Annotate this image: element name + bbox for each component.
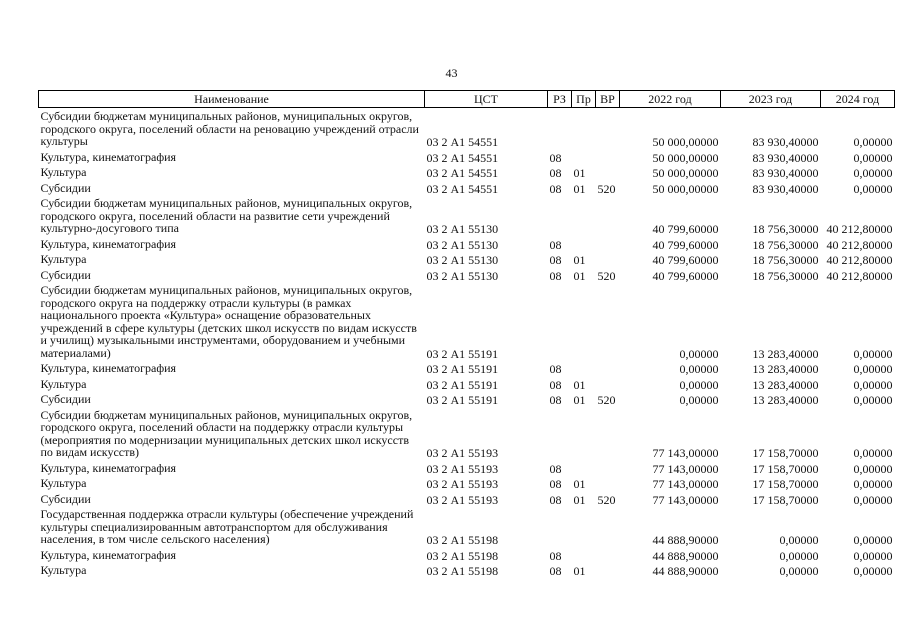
row-2023: 83 930,40000 [752, 135, 819, 149]
row-cst: 03 2 А1 55130 [426, 222, 499, 236]
row-2024: 0,00000 [853, 461, 893, 475]
row-cst: 03 2 А1 55198 [426, 564, 499, 578]
header-row [39, 91, 895, 108]
row-2023: 0,00000 [779, 533, 819, 547]
row-name: Культура, кинематография [40, 236, 177, 251]
row-2024: 0,00000 [853, 346, 893, 360]
table-row [39, 475, 895, 491]
row-vr [596, 195, 620, 236]
row-vr: 520 [597, 181, 616, 195]
table-body [39, 108, 895, 578]
table-row [39, 282, 895, 360]
row-cst: 03 2 А1 55130 [426, 253, 499, 267]
row-pr: 01 [573, 564, 586, 578]
row-vr [596, 360, 620, 376]
row-2022: 44 888,90000 [652, 564, 719, 578]
row-pr [572, 547, 596, 563]
row-cst: 03 2 А1 55198 [426, 548, 499, 562]
row-rz: 08 [549, 362, 562, 376]
row-pr: 01 [573, 492, 586, 506]
row-rz [548, 195, 572, 236]
row-2023: 83 930,40000 [752, 166, 819, 180]
row-pr: 01 [573, 377, 586, 391]
row-name: Субсидии [40, 180, 91, 195]
table-row [39, 460, 895, 476]
row-2023: 13 283,40000 [752, 393, 819, 407]
header-cst: ЦСТ [425, 91, 548, 108]
row-name: Государственная поддержка отрасли культуры (обеспечение учреждений культуры специализированным автотранспортом для обслуживания населения, в том числе сельского населения) [40, 507, 414, 546]
row-2022: 0,00000 [679, 362, 719, 376]
row-2024: 0,00000 [853, 377, 893, 391]
row-2024: 0,00000 [853, 548, 893, 562]
header-pr: Пр [572, 91, 596, 108]
row-2022: 0,00000 [679, 393, 719, 407]
table-row [39, 547, 895, 563]
row-vr: 520 [597, 268, 616, 282]
row-2023: 18 756,30000 [752, 268, 819, 282]
row-2024: 0,00000 [853, 533, 893, 547]
row-2022: 77 143,00000 [652, 477, 719, 491]
row-pr [572, 282, 596, 360]
row-name: Субсидии бюджетам муниципальных районов, муниципальных округов, городского округа, поселений области на реновацию учреждений отрасли культуры [40, 109, 419, 148]
row-rz: 08 [549, 461, 562, 475]
row-rz [548, 407, 572, 460]
header-2022: 2022 год [620, 91, 721, 108]
row-cst: 03 2 А1 55191 [426, 377, 499, 391]
header-2024: 2024 год [821, 91, 895, 108]
row-cst: 03 2 А1 55191 [426, 346, 499, 360]
row-2022: 50 000,00000 [652, 166, 719, 180]
row-2022: 50 000,00000 [652, 181, 719, 195]
table-row [39, 360, 895, 376]
row-2024: 40 212,80000 [826, 268, 893, 282]
row-cst: 03 2 А1 55193 [426, 446, 499, 460]
row-rz: 08 [549, 181, 562, 195]
row-name: Культура, кинематография [40, 547, 177, 562]
row-name: Субсидии бюджетам муниципальных районов, муниципальных округов, городского округа, поселений области на поддержку отрасли культуры (мероприятия по модернизации муниципальных детских школ искусств по видам искусств) [40, 407, 413, 459]
row-2023: 18 756,30000 [752, 237, 819, 251]
header-2023: 2023 год [721, 91, 821, 108]
row-vr [596, 407, 620, 460]
table-header [39, 91, 895, 108]
row-rz: 08 [549, 477, 562, 491]
row-2023: 18 756,30000 [752, 253, 819, 267]
row-cst: 03 2 А1 55193 [426, 492, 499, 506]
row-name: Субсидии [40, 267, 91, 282]
row-cst: 03 2 А1 55191 [426, 393, 499, 407]
row-vr [596, 236, 620, 252]
header-vr: ВР [596, 91, 620, 108]
row-2022: 77 143,00000 [652, 461, 719, 475]
table-row [39, 149, 895, 165]
row-cst: 03 2 А1 55198 [426, 533, 499, 547]
row-2024: 0,00000 [853, 564, 893, 578]
row-name: Культура, кинематография [40, 149, 177, 164]
row-vr [596, 460, 620, 476]
header-name: Наименование [39, 91, 425, 108]
row-name: Культура [40, 252, 87, 266]
row-2022: 40 799,60000 [652, 253, 719, 267]
row-2023: 83 930,40000 [752, 181, 819, 195]
row-rz: 08 [549, 150, 562, 164]
budget-table [38, 90, 895, 578]
row-rz: 08 [549, 548, 562, 562]
row-2023: 13 283,40000 [752, 346, 819, 360]
row-name: Культура [40, 376, 87, 391]
row-pr: 01 [573, 477, 586, 491]
row-pr [572, 506, 596, 547]
row-pr [572, 195, 596, 236]
row-pr [572, 149, 596, 165]
row-name: Культура [40, 476, 87, 490]
row-2023: 17 158,70000 [752, 477, 819, 491]
row-2023: 0,00000 [779, 548, 819, 562]
row-cst: 03 2 А1 55130 [426, 268, 499, 282]
row-pr: 01 [573, 166, 586, 180]
row-cst: 03 2 А1 54551 [426, 181, 499, 195]
row-rz [548, 506, 572, 547]
row-2024: 0,00000 [853, 477, 893, 491]
row-2023: 13 283,40000 [752, 362, 819, 376]
table-row [39, 562, 895, 578]
row-2022: 50 000,00000 [652, 150, 719, 164]
row-2024: 0,00000 [853, 166, 893, 180]
table-row [39, 164, 895, 180]
row-2022: 44 888,90000 [652, 533, 719, 547]
row-2024: 40 212,80000 [826, 222, 893, 236]
row-vr [596, 108, 620, 149]
table-row [39, 195, 895, 236]
row-rz: 08 [549, 166, 562, 180]
row-pr [572, 236, 596, 252]
row-pr [572, 460, 596, 476]
row-pr: 01 [573, 181, 586, 195]
row-vr [596, 547, 620, 563]
row-2023: 17 158,70000 [752, 446, 819, 460]
row-pr [572, 108, 596, 149]
row-2022: 50 000,00000 [652, 135, 719, 149]
row-vr: 520 [597, 393, 616, 407]
row-rz [548, 108, 572, 149]
row-rz: 08 [549, 492, 562, 506]
row-cst: 03 2 А1 55191 [426, 362, 499, 376]
row-2024: 0,00000 [853, 393, 893, 407]
row-name: Субсидии бюджетам муниципальных районов, муниципальных округов, городского округа на поддержку отрасли культуры (в рамках национального проекта «Культура» оснащение образовательных учреждений в сфере культуры (детских школ искусств по видам искусств и училищ) музыкальными инструментами, оборудованием и учебными материалами) [40, 283, 417, 360]
row-vr: 520 [597, 492, 616, 506]
row-rz [548, 282, 572, 360]
row-name: Культура [40, 563, 87, 577]
row-2022: 40 799,60000 [652, 237, 719, 251]
table-row [39, 251, 895, 267]
row-2022: 0,00000 [679, 346, 719, 360]
header-rz: РЗ [548, 91, 572, 108]
row-2024: 0,00000 [853, 492, 893, 506]
row-pr: 01 [573, 393, 586, 407]
table-row [39, 491, 895, 507]
table-row [39, 267, 895, 283]
row-pr: 01 [573, 268, 586, 282]
row-cst: 03 2 А1 54551 [426, 166, 499, 180]
row-2023: 83 930,40000 [752, 150, 819, 164]
row-name: Культура [40, 165, 87, 179]
row-2024: 40 212,80000 [826, 237, 893, 251]
row-2022: 40 799,60000 [652, 268, 719, 282]
row-rz: 08 [549, 253, 562, 267]
row-pr [572, 360, 596, 376]
table-row [39, 180, 895, 196]
row-2023: 17 158,70000 [752, 492, 819, 506]
row-name: Культура, кинематография [40, 460, 177, 475]
row-2022: 0,00000 [679, 377, 719, 391]
row-rz: 08 [549, 268, 562, 282]
row-2023: 17 158,70000 [752, 461, 819, 475]
row-name: Субсидии [40, 392, 91, 406]
row-2023: 18 756,30000 [752, 222, 819, 236]
table-row [39, 376, 895, 392]
row-2024: 0,00000 [853, 135, 893, 149]
row-2024: 0,00000 [853, 362, 893, 376]
row-name: Субсидии [40, 491, 91, 506]
row-name: Культура, кинематография [40, 361, 177, 375]
row-rz: 08 [549, 393, 562, 407]
row-rz: 08 [549, 237, 562, 251]
row-2024: 0,00000 [853, 446, 893, 460]
row-name: Субсидии бюджетам муниципальных районов, муниципальных округов, городского округа, поселений области на развитие сети учреждений культурно-досугового типа [40, 196, 413, 235]
row-vr [596, 475, 620, 491]
row-cst: 03 2 А1 55130 [426, 237, 499, 251]
table-row [39, 236, 895, 252]
row-cst: 03 2 А1 55193 [426, 477, 499, 491]
row-2024: 0,00000 [853, 150, 893, 164]
row-cst: 03 2 А1 54551 [426, 150, 499, 164]
row-2022: 77 143,00000 [652, 492, 719, 506]
row-vr [596, 282, 620, 360]
row-cst: 03 2 А1 55193 [426, 461, 499, 475]
row-vr [596, 251, 620, 267]
row-pr [572, 407, 596, 460]
row-rz: 08 [549, 564, 562, 578]
table-row [39, 391, 895, 407]
table-row [39, 108, 895, 149]
table-row [39, 407, 895, 460]
row-vr [596, 562, 620, 578]
row-2023: 13 283,40000 [752, 377, 819, 391]
row-2022: 77 143,00000 [652, 446, 719, 460]
row-2022: 40 799,60000 [652, 222, 719, 236]
row-2023: 0,00000 [779, 564, 819, 578]
row-cst: 03 2 А1 54551 [426, 135, 499, 149]
page-number: 43 [445, 66, 458, 80]
row-2024: 40 212,80000 [826, 253, 893, 267]
row-rz: 08 [549, 377, 562, 391]
row-vr [596, 149, 620, 165]
row-vr [596, 506, 620, 547]
row-2022: 44 888,90000 [652, 548, 719, 562]
row-vr [596, 376, 620, 392]
table-row [39, 506, 895, 547]
row-2024: 0,00000 [853, 181, 893, 195]
row-vr [596, 164, 620, 180]
row-pr: 01 [573, 253, 586, 267]
